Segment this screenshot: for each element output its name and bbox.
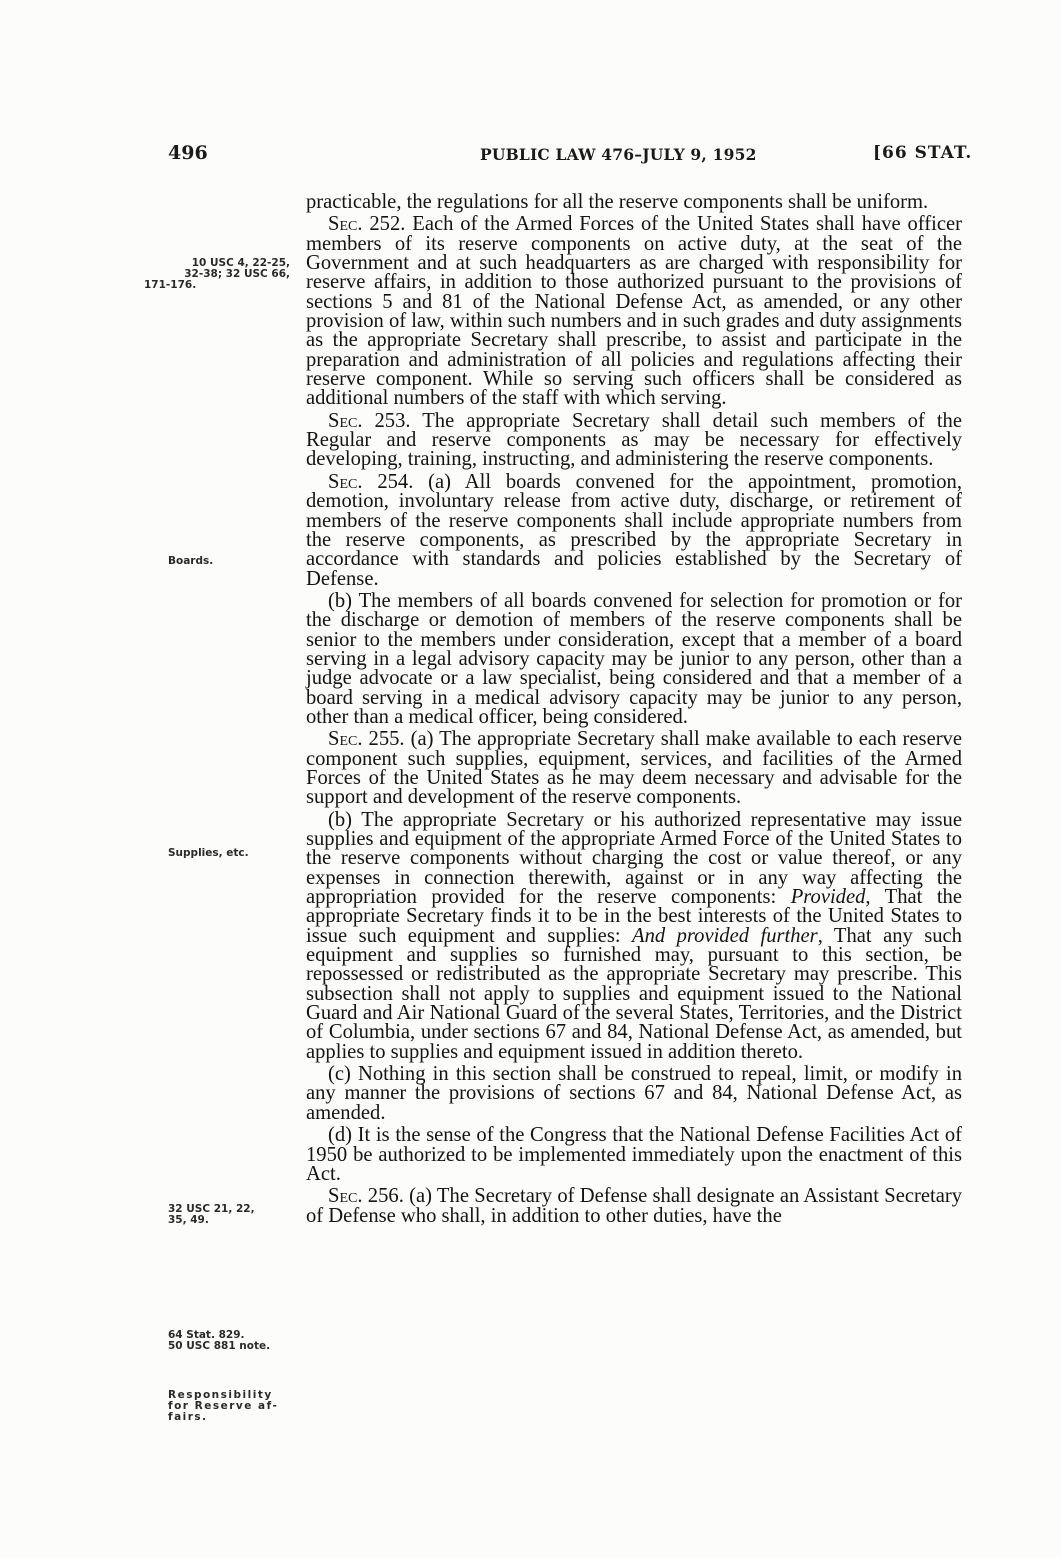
- section-label: Sec.: [328, 213, 363, 236]
- margin-note-line: 171-176.: [144, 279, 197, 291]
- paragraph-text: , That any such equipment and supplies so furnished may, pursuant to this section, be repossessed or redistributed as the appropriate Secretary may prescribe. This subsection shall not apply to supplies and equipment issued to the National Guard and Air National Guard of the several States, Territories, and the District of Columbia, under sections 67 and 84, National Defense Act, as amended, but applies to supplies and equipment issued in addition thereto.: [306, 924, 962, 1063]
- paragraph-sec-255-c: (c) Nothing in this section shall be construed to repeal, limit, or modify in any manner the provisions of sections 67 and 84, National Defense Act, as amended.: [306, 1063, 962, 1124]
- paragraph-text: 256. (a) The Secretary of Defense shall designate an Assistant Secretary of Defense who shall, in addition to other duties, have the: [306, 1185, 962, 1227]
- paragraph-sec-255-b: [306, 808, 962, 1063]
- margin-note-line: Responsibility: [168, 1389, 273, 1401]
- body-text: [306, 193, 962, 1229]
- paragraph-sec-253: [306, 409, 962, 471]
- page-number: 496: [168, 142, 208, 164]
- running-title: PUBLIC LAW 476–JULY 9, 1952: [480, 145, 757, 164]
- paragraph-sec-255-a: [306, 730, 962, 807]
- margin-note-boards: Boards.: [168, 555, 214, 567]
- paragraph-text: (b) The appropriate Secretary or his authorized representative may issue supplies and equipment of the appropriate Armed Force of the United States to the reserve components without charging the cost or value thereof, or any expenses in connection therewith, against or in any way affecting the appropriation provided for the reserve components:: [306, 808, 962, 909]
- page-header: [0, 142, 1061, 166]
- section-label: Sec.: [328, 470, 363, 493]
- proviso-italic: Provided: [790, 886, 866, 909]
- paragraph-sec-254-b: (b) The members of all boards convened for selection for promotion or for the discharge or demotion of members of the reserve components shall be senior to the members under consideration, except that a member of a board serving in a legal advisory capacity may be junior to any person, other than a judge advocate or a law specialist, being considered and that a member of a board serving in a medical advisory capacity may be junior to any person, other than a medical officer, being considered.: [306, 589, 962, 728]
- paragraph-sec-252: [306, 215, 962, 408]
- margin-note-stat-64: [168, 1330, 298, 1352]
- paragraph-text: 253. The appropriate Secretary shall detail such members of the Regular and reserve components as may be necessary for effectively developing, training, instructing, and administering the reserve components.: [306, 409, 962, 471]
- margin-note-line: 32 USC 21, 22,: [168, 1203, 255, 1215]
- proviso-italic: And provided further: [632, 924, 818, 947]
- paragraph-sec-254-a: [306, 470, 962, 590]
- margin-note-line: fairs.: [168, 1411, 208, 1423]
- paragraph-sec-256-a: [306, 1187, 962, 1226]
- statute-reference: [66 STAT.: [873, 143, 973, 163]
- paragraph-text: , That the appropriate Secretary finds it to be in the best interests of the United States to issue such equipment and supplies:: [306, 886, 962, 947]
- section-label: Sec.: [328, 1185, 363, 1208]
- margin-note-line: 64 Stat. 829.: [168, 1329, 245, 1341]
- section-label: Sec.: [328, 728, 363, 751]
- margin-note-line: 35, 49.: [168, 1214, 209, 1226]
- section-label: Sec.: [328, 409, 363, 432]
- margin-note-supplies: Supplies, etc.: [168, 847, 249, 859]
- paragraph-continuation: practicable, the regulations for all the reserve components shall be uniform.: [306, 191, 929, 213]
- margin-note-line: 32-38; 32 USC 66,: [184, 268, 290, 280]
- margin-note-responsibility: [168, 1390, 298, 1423]
- margin-note-line: for Reserve af-: [168, 1400, 279, 1412]
- margin-note-line: 10 USC 4, 22-25,: [191, 257, 290, 269]
- paragraph-text: 252. Each of the Armed Forces of the United States shall have officer members of its reserve components on active duty, at the seat of the Government and at such headquarters as are charged with responsibility for reserve affairs, in addition to those authorized pursuant to the provisions of sections 5 and 81 of the National Defense Act, as amended, or any other provision of law, within such numbers and in such grades and duty assignments as the appropriate Secretary shall prescribe, to assist and participate in the preparation and administration of all policies and regulations affecting their reserve component. While so serving such officers shall be considered as additional numbers of the staff with which serving.: [306, 213, 962, 410]
- paragraph-text: 254. (a) All boards convened for the appointment, promotion, demotion, involuntary release from active duty, discharge, or retirement of members of the reserve components shall include appropriate numbers from the reserve components, as prescribed by the appropriate Secretary in accordance with standards and policies established by the Secretary of Defense.: [306, 470, 962, 590]
- margin-note-usc-10: [140, 258, 290, 291]
- paragraph-sec-255-d: (d) It is the sense of the Congress that the National Defense Facilities Act of 1950 be authorized to be implemented immediately upon the enactment of this Act.: [306, 1124, 962, 1185]
- margin-note-usc-32: [168, 1204, 288, 1226]
- margin-note-line: 50 USC 881 note.: [168, 1340, 271, 1352]
- paragraph-text: 255. (a) The appropriate Secretary shall make available to each reserve component such supplies, equipment, services, and facilities of the Armed Forces of the United States as he may deem necessary and advisable for the support and development of the reserve components.: [306, 728, 962, 809]
